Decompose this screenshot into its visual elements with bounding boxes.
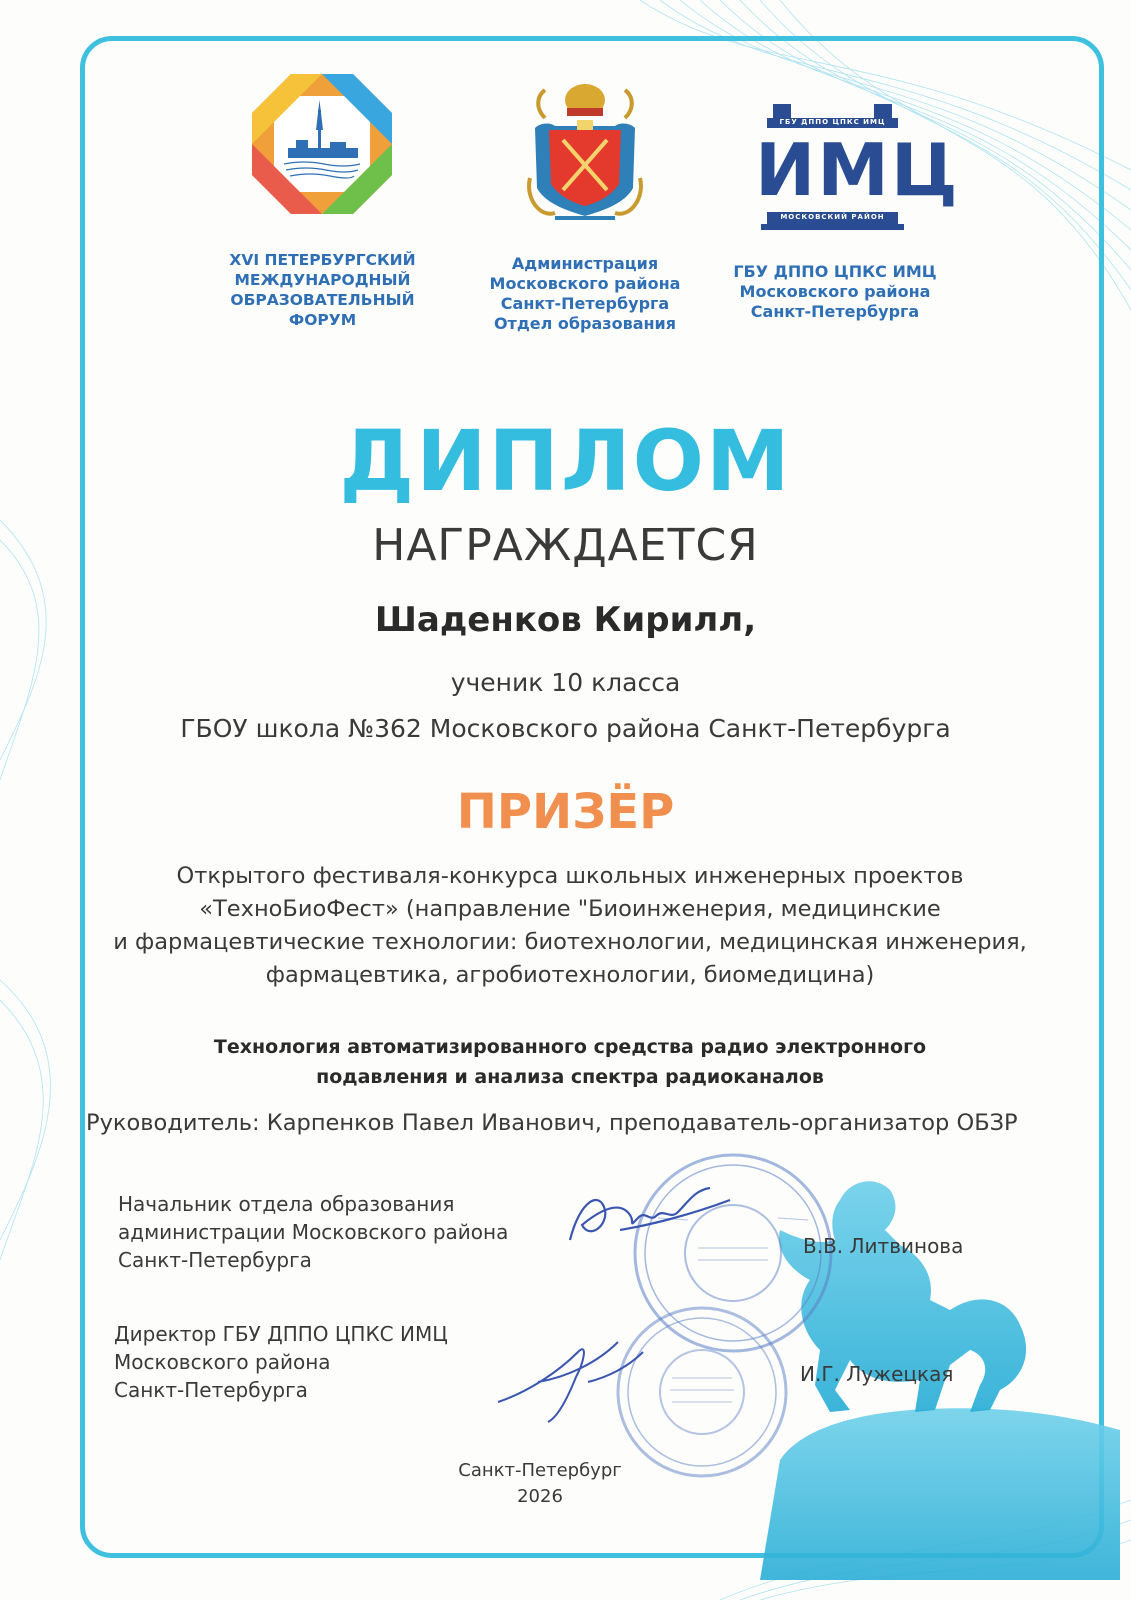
signatory-1-title bbox=[118, 1190, 508, 1274]
forum-caption-line: МЕЖДУНАРОДНЫЙ bbox=[234, 271, 411, 289]
description-line: и фармацевтические технологии: биотехнологии, медицинская инженерия, bbox=[113, 929, 1027, 955]
supervisor-line: Руководитель: Карпенков Павел Иванович, преподаватель-организатор ОБЗР bbox=[86, 1110, 1018, 1136]
awardee-school: ГБОУ школа №362 Московского района Санкт-Петербурга bbox=[180, 714, 951, 743]
project-title-line: Технология автоматизированного средства радио электронного bbox=[213, 1036, 927, 1058]
imc-caption bbox=[720, 262, 950, 322]
place-and-date bbox=[440, 1458, 640, 1510]
awarded-heading: НАГРАЖДАЕТСЯ bbox=[372, 520, 759, 571]
imc-logo-top-text: ГБУ ДППО ЦПКС ИМЦ bbox=[779, 118, 886, 126]
forum-caption-line: ФОРУМ bbox=[288, 311, 357, 329]
description-line: «ТехноБиоФест» (направление "Биоинженерия, медицинские bbox=[199, 896, 941, 922]
imc-logo-bottom-text: МОСКОВСКИЙ РАЙОН bbox=[780, 213, 885, 221]
administration-caption-line: Отдел образования bbox=[493, 314, 677, 333]
awardee-name: Шаденков Кирилл, bbox=[374, 600, 757, 640]
description-line: Открытого фестиваля-конкурса школьных инженерных проектов bbox=[176, 863, 964, 889]
signatory-1-name: В.В. Литвинова bbox=[803, 1234, 964, 1258]
signatory-2-title-line: Московского района bbox=[114, 1350, 331, 1374]
year: 2026 bbox=[517, 1486, 563, 1507]
city: Санкт-Петербург bbox=[458, 1460, 622, 1481]
project-title-line: подавления и анализа спектра радиоканалов bbox=[316, 1066, 824, 1088]
signatory-2-title-line: Директор ГБУ ДППО ЦПКС ИМЦ bbox=[114, 1322, 448, 1346]
project-title bbox=[120, 1032, 1020, 1092]
imc-logo-letters: ИМЦ bbox=[755, 128, 960, 212]
signatory-1-title-line: Санкт-Петербурга bbox=[118, 1248, 312, 1272]
administration-caption bbox=[455, 254, 715, 334]
competition-description bbox=[90, 860, 1050, 992]
signatory-2-title bbox=[114, 1320, 448, 1404]
forum-caption-line: XVI ПЕТЕРБУРГСКИЙ bbox=[229, 251, 416, 269]
forum-caption-line: ОБРАЗОВАТЕЛЬНЫЙ bbox=[230, 291, 415, 309]
awardee-grade: ученик 10 класса bbox=[450, 668, 681, 697]
administration-caption-line: Администрация bbox=[511, 254, 659, 273]
description-line: фармацевтика, агробиотехнологии, биомедицина) bbox=[265, 962, 875, 988]
administration-caption-line: Московского района bbox=[489, 274, 681, 293]
forum-caption bbox=[210, 250, 435, 330]
signature-2-icon bbox=[488, 1322, 648, 1432]
imc-logo bbox=[755, 100, 960, 235]
forum-octagon-logo-icon bbox=[248, 70, 396, 218]
signature-1-icon bbox=[560, 1170, 735, 1260]
diploma-title: ДИПЛОМ bbox=[339, 412, 792, 510]
signatory-2-title-line: Санкт-Петербурга bbox=[114, 1378, 308, 1402]
administration-caption-line: Санкт-Петербурга bbox=[500, 294, 670, 313]
imc-caption-line: Московского района bbox=[739, 282, 931, 301]
signatory-1-title-line: администрации Московского района bbox=[118, 1220, 509, 1244]
signatory-1-title-line: Начальник отдела образования bbox=[118, 1192, 455, 1216]
award-place: ПРИЗЁР bbox=[456, 784, 675, 840]
saint-petersburg-coat-of-arms-icon bbox=[515, 78, 655, 228]
signatory-2-name: И.Г. Лужецкая bbox=[800, 1362, 954, 1386]
imc-caption-line: Санкт-Петербурга bbox=[750, 302, 920, 321]
imc-caption-line: ГБУ ДППО ЦПКС ИМЦ bbox=[733, 262, 937, 281]
